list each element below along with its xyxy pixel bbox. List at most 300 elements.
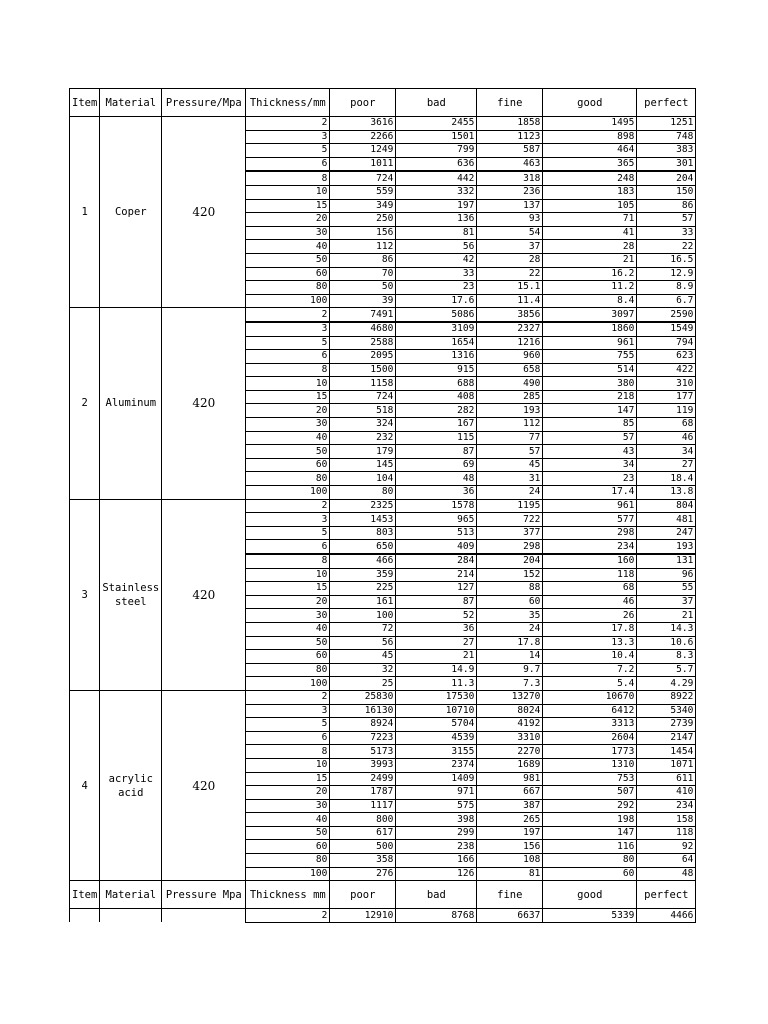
value-cell-poor: 2325: [330, 499, 396, 513]
column-header-perfect: perfect: [637, 881, 696, 909]
value-cell-good: 507: [543, 786, 637, 800]
thickness-cell: 40: [246, 813, 330, 827]
value-cell-bad: 136: [396, 213, 477, 227]
value-cell-poor: 1500: [330, 363, 396, 377]
value-cell-good: 147: [543, 826, 637, 840]
value-cell-perfect: 22: [637, 240, 696, 254]
value-cell-fine: 298: [477, 540, 543, 554]
value-cell-poor: 1787: [330, 786, 396, 800]
table-row: [70, 909, 696, 923]
value-cell-bad: 33: [396, 267, 477, 281]
item-cell: 1: [70, 117, 100, 308]
value-cell-bad: 1501: [396, 130, 477, 144]
thickness-cell: 8: [246, 171, 330, 185]
thickness-cell: 3: [246, 704, 330, 718]
value-cell-fine: 2270: [477, 745, 543, 759]
value-cell-poor: 1453: [330, 513, 396, 527]
value-cell-bad: 398: [396, 813, 477, 827]
value-cell-bad: 409: [396, 540, 477, 554]
value-cell-poor: 3993: [330, 758, 396, 772]
value-cell-perfect: 119: [637, 404, 696, 418]
column-header-pressure: Pressure Mpa: [162, 881, 246, 909]
thickness-cell: 5: [246, 718, 330, 732]
value-cell-good: 21: [543, 253, 637, 267]
value-cell-good: 26: [543, 609, 637, 623]
value-cell-bad: 636: [396, 157, 477, 171]
value-cell-bad: 27: [396, 636, 477, 650]
value-cell-fine: 11.4: [477, 294, 543, 308]
thickness-cell: 2: [246, 499, 330, 513]
value-cell-good: 43: [543, 445, 637, 459]
value-cell-poor: 617: [330, 826, 396, 840]
value-cell-perfect: 8922: [637, 690, 696, 704]
value-cell-poor: 559: [330, 185, 396, 199]
value-cell-perfect: 92: [637, 840, 696, 854]
item-cell: 2: [70, 308, 100, 499]
value-cell-good: 8.4: [543, 294, 637, 308]
value-cell-perfect: 86: [637, 199, 696, 213]
value-cell-good: 6412: [543, 704, 637, 718]
value-cell-good: 380: [543, 377, 637, 391]
value-cell-fine: 35: [477, 609, 543, 623]
value-cell-poor: 232: [330, 431, 396, 445]
value-cell-fine: 77: [477, 431, 543, 445]
value-cell-perfect: 310: [637, 377, 696, 391]
value-cell-fine: 137: [477, 199, 543, 213]
value-cell-poor: 2266: [330, 130, 396, 144]
thickness-cell: 15: [246, 199, 330, 213]
header-row: [70, 881, 696, 909]
value-cell-bad: 332: [396, 185, 477, 199]
value-cell-fine: 377: [477, 526, 543, 540]
value-cell-poor: 56: [330, 636, 396, 650]
value-cell-perfect: 27: [637, 458, 696, 472]
value-cell-bad: 5704: [396, 718, 477, 732]
value-cell-good: 41: [543, 226, 637, 240]
value-cell-bad: 915: [396, 363, 477, 377]
value-cell-fine: 1195: [477, 499, 543, 513]
value-cell-good: 10670: [543, 690, 637, 704]
value-cell-fine: 722: [477, 513, 543, 527]
thickness-cell: 2: [246, 690, 330, 704]
value-cell-good: 105: [543, 199, 637, 213]
value-cell-bad: 115: [396, 431, 477, 445]
value-cell-bad: 3109: [396, 322, 477, 336]
value-cell-poor: 112: [330, 240, 396, 254]
value-cell-fine: 197: [477, 826, 543, 840]
value-cell-perfect: 118: [637, 826, 696, 840]
value-cell-good: 961: [543, 499, 637, 513]
value-cell-perfect: 48: [637, 867, 696, 881]
value-cell-fine: 960: [477, 350, 543, 364]
item-cell: 4: [70, 690, 100, 880]
value-cell-bad: 167: [396, 418, 477, 432]
thickness-cell: 8: [246, 363, 330, 377]
column-header-good: good: [543, 881, 637, 909]
value-cell-poor: 349: [330, 199, 396, 213]
value-cell-perfect: 37: [637, 595, 696, 609]
value-cell-poor: 8924: [330, 718, 396, 732]
thickness-cell: 5: [246, 526, 330, 540]
value-cell-poor: 145: [330, 458, 396, 472]
value-cell-bad: 238: [396, 840, 477, 854]
value-cell-perfect: 234: [637, 799, 696, 813]
value-cell-perfect: 301: [637, 157, 696, 171]
value-cell-good: 234: [543, 540, 637, 554]
value-cell-bad: 52: [396, 609, 477, 623]
value-cell-perfect: 18.4: [637, 472, 696, 486]
thickness-cell: 3: [246, 513, 330, 527]
thickness-cell: 15: [246, 390, 330, 404]
value-cell-good: 898: [543, 130, 637, 144]
value-cell-bad: 127: [396, 582, 477, 596]
value-cell-perfect: 5340: [637, 704, 696, 718]
value-cell-poor: 2588: [330, 336, 396, 350]
value-cell-poor: 104: [330, 472, 396, 486]
value-cell-bad: 3155: [396, 745, 477, 759]
thickness-cell: 60: [246, 267, 330, 281]
table-row: [70, 690, 696, 704]
material-cell: acrylic acid: [100, 690, 162, 880]
value-cell-bad: 4539: [396, 731, 477, 745]
value-cell-perfect: 422: [637, 363, 696, 377]
value-cell-good: 1310: [543, 758, 637, 772]
thickness-cell: 8: [246, 745, 330, 759]
value-cell-fine: 54: [477, 226, 543, 240]
value-cell-good: 11.2: [543, 281, 637, 295]
value-cell-fine: 2327: [477, 322, 543, 336]
thickness-cell: 40: [246, 431, 330, 445]
value-cell-good: 1495: [543, 117, 637, 131]
value-cell-poor: 156: [330, 226, 396, 240]
value-cell-fine: 88: [477, 582, 543, 596]
pressure-cell: 420: [162, 117, 246, 308]
value-cell-good: 147: [543, 404, 637, 418]
value-cell-fine: 24: [477, 622, 543, 636]
value-cell-perfect: 481: [637, 513, 696, 527]
value-cell-fine: 1216: [477, 336, 543, 350]
value-cell-bad: 36: [396, 622, 477, 636]
empty-cell: [100, 909, 162, 923]
item-cell: 3: [70, 499, 100, 690]
value-cell-poor: 25830: [330, 690, 396, 704]
data-table: [69, 88, 696, 923]
value-cell-poor: 724: [330, 171, 396, 185]
thickness-cell: 60: [246, 650, 330, 664]
value-cell-fine: 463: [477, 157, 543, 171]
value-cell-bad: 11.3: [396, 677, 477, 691]
value-cell-poor: 358: [330, 854, 396, 868]
value-cell-good: 85: [543, 418, 637, 432]
value-cell-perfect: 748: [637, 130, 696, 144]
value-cell-fine: 587: [477, 144, 543, 158]
value-cell-bad: 56: [396, 240, 477, 254]
value-cell-poor: 1011: [330, 157, 396, 171]
value-cell-fine: 45: [477, 458, 543, 472]
value-cell-poor: 359: [330, 568, 396, 582]
thickness-cell: 2: [246, 117, 330, 131]
value-cell-perfect: 1549: [637, 322, 696, 336]
value-cell-good: 514: [543, 363, 637, 377]
thickness-cell: 100: [246, 867, 330, 881]
value-cell-perfect: 2590: [637, 308, 696, 322]
value-cell-poor: 86: [330, 253, 396, 267]
value-cell-bad: 214: [396, 568, 477, 582]
header-row: [70, 89, 696, 117]
value-cell-poor: 724: [330, 390, 396, 404]
value-cell-bad: 965: [396, 513, 477, 527]
value-cell-fine: 108: [477, 854, 543, 868]
value-cell-bad: 5086: [396, 308, 477, 322]
value-cell-perfect: 204: [637, 171, 696, 185]
value-cell-poor: 72: [330, 622, 396, 636]
value-cell-poor: 225: [330, 582, 396, 596]
value-cell-bad: 14.9: [396, 663, 477, 677]
value-cell-good: 13.3: [543, 636, 637, 650]
value-cell-fine: 7.3: [477, 677, 543, 691]
value-cell-poor: 500: [330, 840, 396, 854]
thickness-cell: 100: [246, 294, 330, 308]
value-cell-fine: 152: [477, 568, 543, 582]
thickness-cell: 2: [246, 909, 330, 923]
value-cell-bad: 197: [396, 199, 477, 213]
value-cell-good: 160: [543, 554, 637, 568]
value-cell-bad: 284: [396, 554, 477, 568]
value-cell-good: 5.4: [543, 677, 637, 691]
value-cell-bad: 688: [396, 377, 477, 391]
value-cell-fine: 285: [477, 390, 543, 404]
column-header-material: Material: [100, 89, 162, 117]
value-cell-bad: 36: [396, 486, 477, 500]
value-cell-fine: 13270: [477, 690, 543, 704]
value-cell-poor: 70: [330, 267, 396, 281]
value-cell-good: 1773: [543, 745, 637, 759]
value-cell-bad: 126: [396, 867, 477, 881]
column-header-item: Item: [70, 881, 100, 909]
value-cell-bad: 8768: [396, 909, 477, 923]
value-cell-good: 46: [543, 595, 637, 609]
value-cell-perfect: 13.8: [637, 486, 696, 500]
value-cell-poor: 4680: [330, 322, 396, 336]
value-cell-perfect: 131: [637, 554, 696, 568]
value-cell-bad: 87: [396, 595, 477, 609]
value-cell-bad: 48: [396, 472, 477, 486]
thickness-cell: 80: [246, 663, 330, 677]
value-cell-poor: 466: [330, 554, 396, 568]
value-cell-perfect: 16.5: [637, 253, 696, 267]
value-cell-perfect: 1251: [637, 117, 696, 131]
value-cell-good: 183: [543, 185, 637, 199]
value-cell-good: 464: [543, 144, 637, 158]
value-cell-fine: 8024: [477, 704, 543, 718]
thickness-cell: 100: [246, 677, 330, 691]
value-cell-bad: 575: [396, 799, 477, 813]
value-cell-poor: 80: [330, 486, 396, 500]
value-cell-fine: 28: [477, 253, 543, 267]
value-cell-bad: 17.6: [396, 294, 477, 308]
value-cell-fine: 24: [477, 486, 543, 500]
thickness-cell: 30: [246, 418, 330, 432]
value-cell-poor: 2095: [330, 350, 396, 364]
value-cell-fine: 658: [477, 363, 543, 377]
value-cell-good: 5339: [543, 909, 637, 923]
value-cell-poor: 25: [330, 677, 396, 691]
value-cell-good: 1860: [543, 322, 637, 336]
thickness-cell: 80: [246, 472, 330, 486]
value-cell-bad: 971: [396, 786, 477, 800]
thickness-cell: 5: [246, 336, 330, 350]
column-header-pressure: Pressure/Mpa: [162, 89, 246, 117]
value-cell-fine: 1689: [477, 758, 543, 772]
thickness-cell: 20: [246, 786, 330, 800]
value-cell-perfect: 21: [637, 609, 696, 623]
value-cell-bad: 513: [396, 526, 477, 540]
value-cell-fine: 236: [477, 185, 543, 199]
value-cell-perfect: 46: [637, 431, 696, 445]
value-cell-bad: 2455: [396, 117, 477, 131]
value-cell-fine: 9.7: [477, 663, 543, 677]
thickness-cell: 80: [246, 281, 330, 295]
thickness-cell: 15: [246, 582, 330, 596]
value-cell-fine: 265: [477, 813, 543, 827]
value-cell-perfect: 4.29: [637, 677, 696, 691]
value-cell-poor: 39: [330, 294, 396, 308]
value-cell-good: 17.4: [543, 486, 637, 500]
value-cell-perfect: 150: [637, 185, 696, 199]
thickness-cell: 6: [246, 540, 330, 554]
value-cell-poor: 5173: [330, 745, 396, 759]
thickness-cell: 30: [246, 799, 330, 813]
value-cell-perfect: 1071: [637, 758, 696, 772]
value-cell-fine: 17.8: [477, 636, 543, 650]
value-cell-perfect: 6.7: [637, 294, 696, 308]
thickness-cell: 10: [246, 758, 330, 772]
value-cell-poor: 276: [330, 867, 396, 881]
value-cell-poor: 12910: [330, 909, 396, 923]
value-cell-perfect: 96: [637, 568, 696, 582]
value-cell-good: 16.2: [543, 267, 637, 281]
value-cell-poor: 2499: [330, 772, 396, 786]
value-cell-good: 10.4: [543, 650, 637, 664]
value-cell-bad: 23: [396, 281, 477, 295]
table-row: [70, 308, 696, 322]
thickness-cell: 80: [246, 854, 330, 868]
value-cell-poor: 3616: [330, 117, 396, 131]
value-cell-poor: 803: [330, 526, 396, 540]
value-cell-fine: 3310: [477, 731, 543, 745]
value-cell-poor: 800: [330, 813, 396, 827]
column-header-item: Item: [70, 89, 100, 117]
value-cell-good: 80: [543, 854, 637, 868]
value-cell-fine: 204: [477, 554, 543, 568]
value-cell-poor: 16130: [330, 704, 396, 718]
value-cell-perfect: 383: [637, 144, 696, 158]
thickness-cell: 40: [246, 622, 330, 636]
value-cell-bad: 166: [396, 854, 477, 868]
value-cell-poor: 518: [330, 404, 396, 418]
material-cell: Coper: [100, 117, 162, 308]
thickness-cell: 3: [246, 322, 330, 336]
value-cell-bad: 42: [396, 253, 477, 267]
value-cell-perfect: 804: [637, 499, 696, 513]
value-cell-perfect: 623: [637, 350, 696, 364]
value-cell-fine: 1123: [477, 130, 543, 144]
value-cell-poor: 1117: [330, 799, 396, 813]
thickness-cell: 30: [246, 609, 330, 623]
thickness-cell: 3: [246, 130, 330, 144]
value-cell-poor: 179: [330, 445, 396, 459]
value-cell-poor: 100: [330, 609, 396, 623]
value-cell-fine: 37: [477, 240, 543, 254]
thickness-cell: 2: [246, 308, 330, 322]
value-cell-fine: 981: [477, 772, 543, 786]
pressure-cell: 420: [162, 499, 246, 690]
value-cell-good: 17.8: [543, 622, 637, 636]
value-cell-poor: 7491: [330, 308, 396, 322]
value-cell-perfect: 2147: [637, 731, 696, 745]
value-cell-fine: 1858: [477, 117, 543, 131]
thickness-cell: 60: [246, 840, 330, 854]
value-cell-bad: 1409: [396, 772, 477, 786]
thickness-cell: 6: [246, 350, 330, 364]
value-cell-good: 218: [543, 390, 637, 404]
value-cell-good: 365: [543, 157, 637, 171]
value-cell-fine: 156: [477, 840, 543, 854]
value-cell-bad: 87: [396, 445, 477, 459]
value-cell-good: 577: [543, 513, 637, 527]
column-header-good: good: [543, 89, 637, 117]
empty-cell: [70, 909, 100, 923]
value-cell-fine: 22: [477, 267, 543, 281]
value-cell-bad: 10710: [396, 704, 477, 718]
value-cell-perfect: 193: [637, 540, 696, 554]
table-row: [70, 117, 696, 131]
value-cell-perfect: 12.9: [637, 267, 696, 281]
value-cell-perfect: 64: [637, 854, 696, 868]
thickness-cell: 6: [246, 157, 330, 171]
thickness-cell: 6: [246, 731, 330, 745]
value-cell-bad: 1316: [396, 350, 477, 364]
value-cell-perfect: 33: [637, 226, 696, 240]
value-cell-fine: 490: [477, 377, 543, 391]
thickness-cell: 10: [246, 377, 330, 391]
thickness-cell: 30: [246, 226, 330, 240]
value-cell-bad: 799: [396, 144, 477, 158]
value-cell-poor: 1158: [330, 377, 396, 391]
column-header-thickness: Thickness mm: [246, 881, 330, 909]
value-cell-fine: 15.1: [477, 281, 543, 295]
thickness-cell: 20: [246, 595, 330, 609]
value-cell-good: 755: [543, 350, 637, 364]
spreadsheet: [69, 88, 696, 923]
value-cell-fine: 14: [477, 650, 543, 664]
value-cell-perfect: 55: [637, 582, 696, 596]
value-cell-good: 23: [543, 472, 637, 486]
value-cell-good: 248: [543, 171, 637, 185]
column-header-bad: bad: [396, 881, 477, 909]
value-cell-poor: 45: [330, 650, 396, 664]
value-cell-fine: 387: [477, 799, 543, 813]
value-cell-good: 753: [543, 772, 637, 786]
value-cell-bad: 299: [396, 826, 477, 840]
value-cell-bad: 2374: [396, 758, 477, 772]
thickness-cell: 20: [246, 213, 330, 227]
column-header-perfect: perfect: [637, 89, 696, 117]
thickness-cell: 60: [246, 458, 330, 472]
value-cell-bad: 21: [396, 650, 477, 664]
value-cell-good: 68: [543, 582, 637, 596]
thickness-cell: 10: [246, 185, 330, 199]
